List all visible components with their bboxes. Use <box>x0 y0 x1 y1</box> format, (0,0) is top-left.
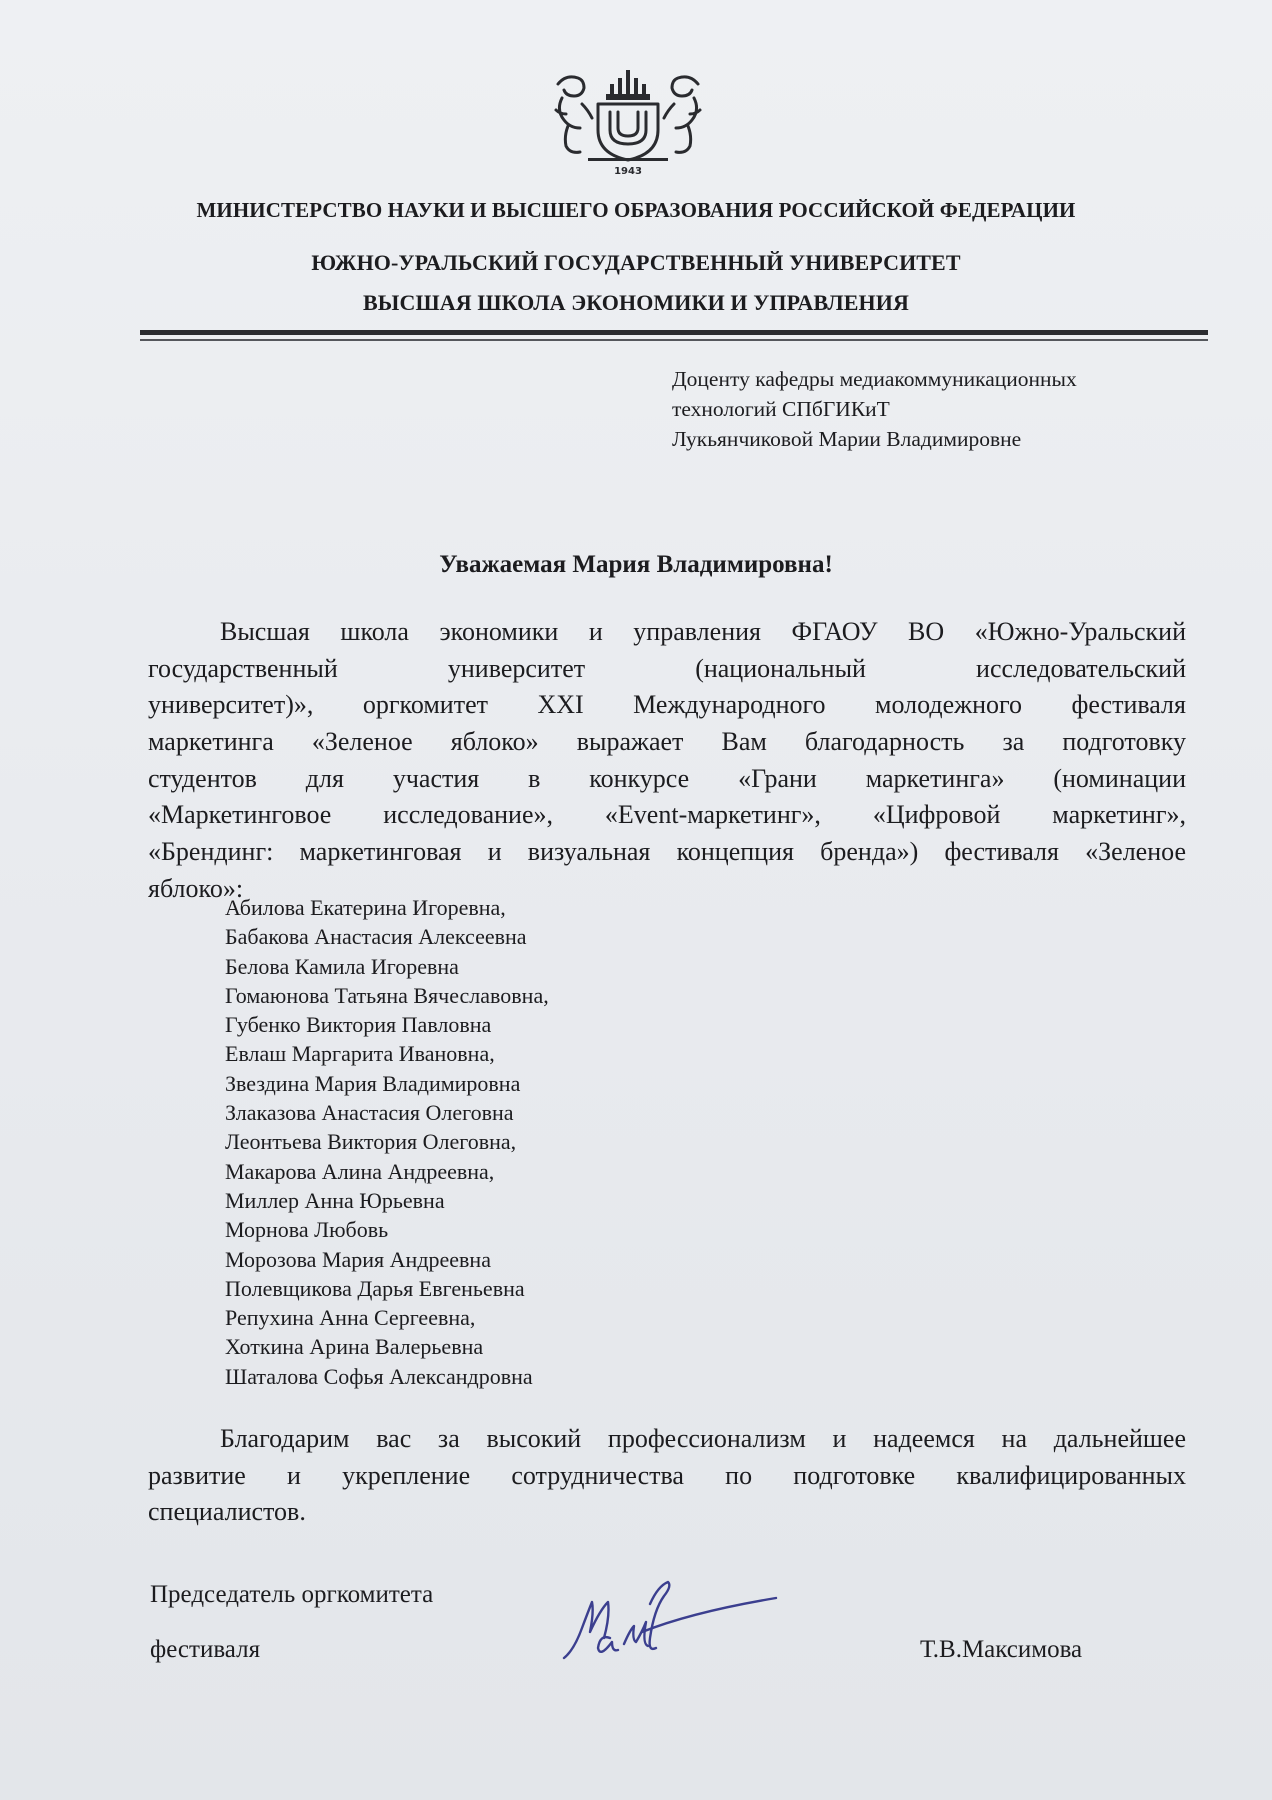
header-divider-thick <box>140 330 1208 335</box>
header-divider-thin <box>140 339 1208 341</box>
list-item: Шаталова Софья Александровна <box>225 1363 533 1389</box>
list-item: Леонтьева Виктория Олеговна, <box>225 1129 517 1155</box>
list-item: Миллер Анна Юрьевна <box>225 1187 445 1213</box>
paragraph-line: государственный университет (национальный исследовательский <box>148 653 1186 683</box>
university-header: ЮЖНО-УРАЛЬСКИЙ ГОСУДАРСТВЕННЫЙ УНИВЕРСИТЕТ <box>311 250 961 275</box>
handwritten-signature-icon <box>558 1574 780 1674</box>
list-item: Гомаюнова Татьяна Вячеславовна, <box>225 982 549 1008</box>
addressee-line: Лукьянчиковой Марии Владимировне <box>672 427 1022 451</box>
list-item: Евлаш Маргарита Ивановна, <box>225 1041 495 1067</box>
paragraph-line: маркетинга «Зеленое яблоко» выражает Вам благодарность за подготовку <box>148 727 1186 757</box>
paragraph-line: развитие и укрепление сотрудничества по подготовке квалифицированных <box>148 1460 1186 1490</box>
addressee-block <box>672 364 1077 454</box>
list-item: Полевщикова Дарья Евгеньевна <box>225 1275 525 1301</box>
signatory-title-continued: фестиваля <box>150 1636 261 1663</box>
list-item: Морнова Любовь <box>225 1217 389 1243</box>
list-item: Морозова Мария Андреевна <box>225 1246 491 1272</box>
paragraph-line: яблоко»: <box>148 873 244 903</box>
addressee-line: технологий СПбГИКиТ <box>672 397 890 421</box>
list-item: Репухина Анна Сергеевна, <box>225 1305 476 1331</box>
list-item: Бабакова Анастасия Алексеевна <box>225 924 527 950</box>
signatory-name: Т.В.Максимова <box>920 1636 1083 1663</box>
student-list <box>225 893 549 1391</box>
signatory-title: Председатель оргкомитета <box>150 1581 434 1608</box>
school-header: ВЫСШАЯ ШКОЛА ЭКОНОМИКИ И УПРАВЛЕНИЯ <box>363 290 909 315</box>
list-item: Губенко Виктория Павловна <box>225 1012 492 1038</box>
gratitude-paragraph <box>148 614 1186 908</box>
list-item: Абилова Екатерина Игоревна, <box>225 895 506 920</box>
list-item: Макарова Алина Андреевна, <box>225 1158 495 1184</box>
list-item: Хоткина Арина Валерьевна <box>225 1334 484 1360</box>
list-item: Белова Камила Игоревна <box>225 953 459 979</box>
university-emblem-icon <box>548 66 708 178</box>
salutation: Уважаемая Мария Владимировна! <box>439 551 833 578</box>
paragraph-line: Благодарим вас за высокий профессионализм и надеемся на дальнейшее <box>220 1424 1186 1453</box>
paragraph-line: университет)», оргкомитет XXI Международного молодежного фестиваля <box>148 690 1186 720</box>
paragraph-line: Высшая школа экономики и управления ФГАОУ ВО «Южно-Уральский <box>220 617 1186 646</box>
addressee-line: Доценту кафедры медиакоммуникационных <box>672 367 1077 391</box>
emblem-year: 1943 <box>614 166 642 177</box>
paragraph-line: «Маркетинговое исследование», «Event-маркетинг», «Цифровой маркетинг», <box>148 800 1186 830</box>
ministry-header: МИНИСТЕРСТВО НАУКИ И ВЫСШЕГО ОБРАЗОВАНИЯ РОССИЙСКОЙ ФЕДЕРАЦИИ <box>196 198 1076 222</box>
paragraph-line: специалистов. <box>148 1497 306 1527</box>
paragraph-line: «Брендинг: маркетинговая и визуальная концепция бренда») фестиваля «Зеленое <box>148 837 1186 867</box>
list-item: Злаказова Анастасия Олеговна <box>225 1100 514 1126</box>
paragraph-line: студентов для участия в конкурсе «Грани маркетинга» (номинации <box>148 763 1186 793</box>
closing-paragraph <box>148 1421 1186 1531</box>
list-item: Звездина Мария Владимировна <box>225 1070 521 1096</box>
